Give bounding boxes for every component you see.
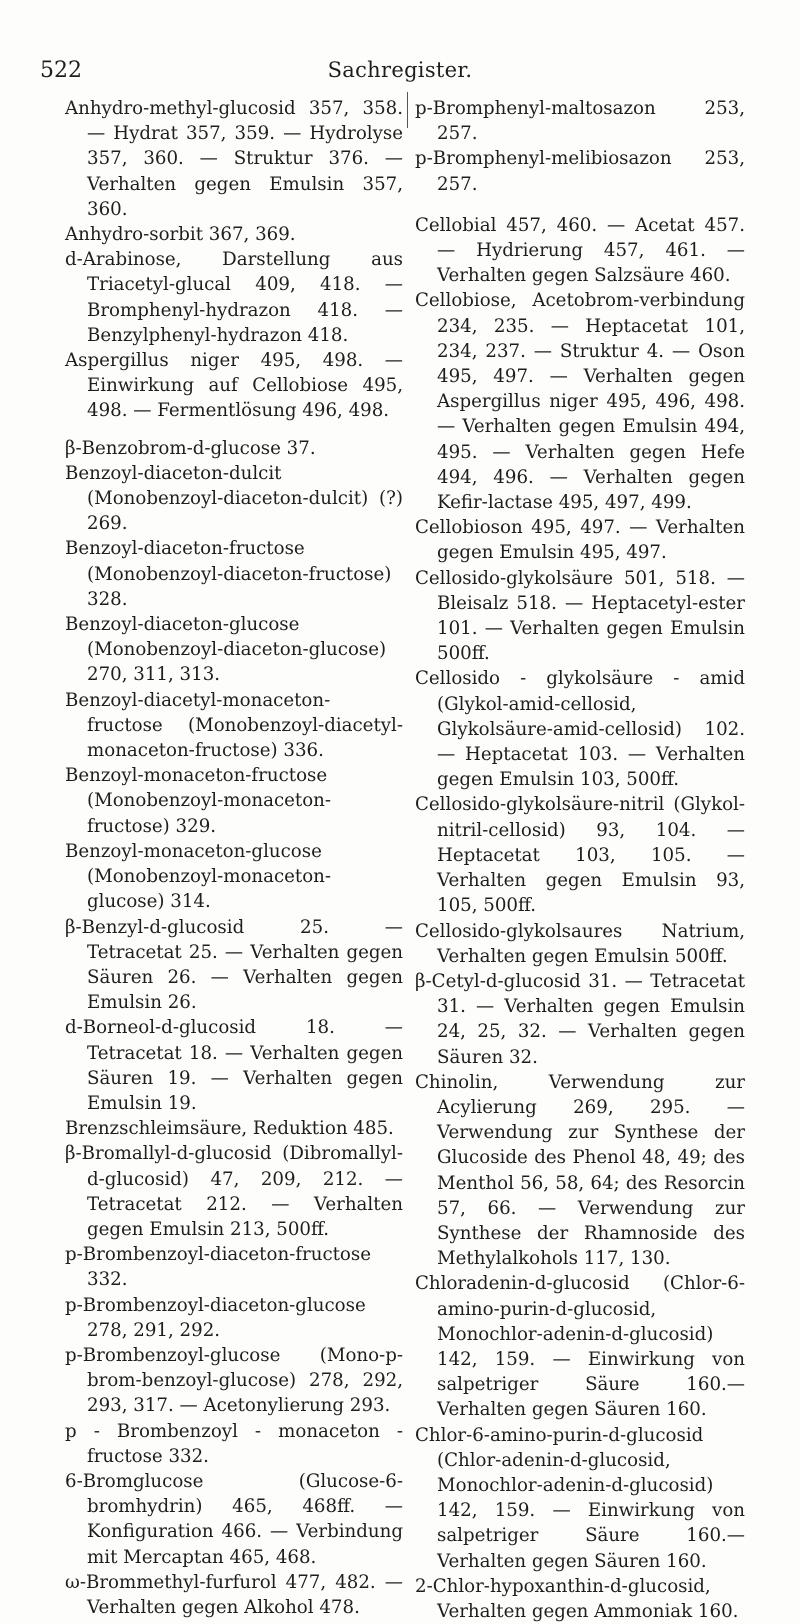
- index-entry: Benzoyl-diaceton-fructose (Monobenzoyl-diaceton-fructose) 328.: [65, 538, 392, 610]
- page-number: 522: [40, 58, 82, 83]
- index-entry: β-Cetyl-d-glucosid 31. — Tetracetat 31. — Verhalten gegen Emulsin 24, 25, 32. — Verhalten gegen Säuren 32.: [415, 970, 745, 1068]
- index-entry: Cellosido - glykolsäure - amid (Glykol-amid-cellosid, Glykolsäure-amid-cellosid) 102. — Heptacetat 103. — Verhalten gegen Emulsin 103, 500ff.: [415, 668, 745, 791]
- index-entry: 2-Chlor-hypoxanthin-d-glucosid, Verhalten gegen Ammoniak 160.: [415, 1575, 739, 1622]
- right-column: [415, 96, 745, 1624]
- index-entry: p-Brombenzoyl-diaceton-glucose 278, 291, 292.: [65, 1294, 366, 1341]
- index-entry: p - Brombenzoyl - monaceton - fructose 332.: [65, 1420, 403, 1467]
- index-entry: Cellosido-glykolsaures Natrium, Verhalten gegen Emulsin 500ff.: [415, 920, 745, 967]
- index-entry: 6-Bromglucose (Glucose-6-bromhydrin) 465, 468ff. — Konfiguration 466. — Verbindung mit Mercaptan 465, 468.: [65, 1470, 403, 1568]
- index-entry: p-Brombenzoyl-glucose (Mono-p-brom-benzoyl-glucose) 278, 292, 293, 317. — Acetonylierung 293.: [65, 1344, 403, 1417]
- index-entry: β-Benzobrom-d-glucose 37.: [65, 437, 316, 459]
- page-header: [40, 58, 760, 88]
- index-entry: d-Borneol-d-glucosid 18. — Tetracetat 18. — Verhalten gegen Säuren 19. — Verhalten gegen Emulsin 19.: [65, 1017, 403, 1114]
- index-entry: Benzoyl-monaceton-glucose (Monobenzoyl-monaceton-glucose) 314.: [65, 840, 332, 913]
- index-entry: Cellobial 457, 460. — Acetat 457. — Hydrierung 457, 461. — Verhalten gegen Salzsäure 460.: [415, 214, 745, 287]
- index-entry: Chinolin, Verwendung zur Acylierung 269, 295. — Verwendung zur Synthese der Glucoside des Phenol 48, 49; des Menthol 56, 58, 64; des Resorcin 57, 66. — Verwendung zur Synthese der Rhamnoside des Methylalkohols 117, 130.: [415, 1071, 745, 1270]
- running-head: Sachregister.: [327, 58, 473, 82]
- index-entry: Cellosido-glykolsäure 501, 518. — Bleisalz 518. — Heptacetyl-ester 101. — Verhalten gegen Emulsin 500ff.: [415, 567, 745, 665]
- index-entry: Aspergillus niger 495, 498. — Einwirkung auf Cellobiose 495, 498. — Fermentlösung 496, 498.: [65, 350, 403, 422]
- index-entry: p-Bromphenyl-maltosazon 253, 257.: [415, 98, 745, 145]
- index-entry: Chloradenin-d-glucosid (Chlor-6-amino-purin-d-glucosid, Monochlor-adenin-d-glucosid) 142, 159. — Einwirkung von salpetriger Säure 160.—Verhalten gegen Säuren 160.: [415, 1273, 745, 1421]
- index-entry: Anhydro-sorbit 367, 369.: [65, 224, 296, 246]
- index-entry: Benzoyl-diaceton-glucose (Monobenzoyl-diaceton-glucose) 270, 311, 313.: [65, 614, 387, 686]
- index-entry: Cellobioson 495, 497. — Verhalten gegen Emulsin 495, 497.: [415, 517, 745, 564]
- group-gap: [65, 424, 403, 436]
- index-entry: ω-Brommethyl-furfurol 477, 482. — Verhalten gegen Alkohol 478.: [65, 1571, 403, 1618]
- index-entry: Benzoyl-diacetyl-monaceton-fructose (Monobenzoyl-diacetyl-monaceton-fructose) 336.: [65, 689, 403, 762]
- index-entry: β-Bromallyl-d-glucosid (Dibromallyl-d-glucosid) 47, 209, 212. — Tetracetat 212. — Verhalten gegen Emulsin 213, 500ff.: [65, 1143, 403, 1240]
- index-entry: p-Brombenzoyl-diaceton-fructose 332.: [65, 1244, 371, 1291]
- index-entry: Anhydro-methyl-glucosid 357, 358. — Hydrat 357, 359. — Hydrolyse 357, 360. — Struktur 376. — Verhalten gegen Emulsin 357, 360.: [65, 98, 403, 220]
- index-entry: Benzoyl-monaceton-fructose (Monobenzoyl-monaceton-fructose) 329.: [65, 765, 332, 837]
- index-entry: Brenzschleimsäure, Reduktion 485.: [65, 1118, 394, 1140]
- index-entry: Cellosido-glykolsäure-nitril (Glykol-nitril-cellosid) 93, 104. — Heptacetat 103, 105. — Verhalten gegen Emulsin 93, 105, 500ff.: [415, 794, 745, 917]
- index-entry: p-Bromphenyl-melibiosazon 253, 257.: [415, 148, 745, 195]
- index-entry: Cellobiose, Acetobrom-verbindung 234, 235. — Heptacetat 101, 234, 237. — Struktur 4. — Oson 495, 497. — Verhalten gegen Aspergillus niger 495, 496, 498. — Verhalten gegen Emulsin 494, 495. — Verhalten gegen Hefe 494, 496. — Verhalten gegen Kefir-lactase 495, 497, 499.: [415, 290, 745, 514]
- column-rule: [407, 92, 408, 128]
- group-gap: [415, 197, 745, 213]
- index-entry: Chlor-6-amino-purin-d-glucosid (Chlor-adenin-d-glucosid, Monochlor-adenin-d-glucosid) 142, 159. — Einwirkung von salpetriger Säure 160.—Verhalten gegen Säuren 160.: [415, 1424, 745, 1572]
- left-column: [65, 96, 403, 1620]
- index-entry: β-Benzyl-d-glucosid 25. — Tetracetat 25. — Verhalten gegen Säuren 26. — Verhalten gegen Emulsin 26.: [65, 916, 403, 1014]
- index-entry: d-Arabinose, Darstellung aus Triacetyl-glucal 409, 418. — Bromphenyl-hydrazon 418. — Benzylphenyl-hydrazon 418.: [65, 249, 403, 346]
- index-entry: Benzoyl-diaceton-dulcit (Monobenzoyl-diaceton-dulcit) (?) 269.: [65, 462, 403, 535]
